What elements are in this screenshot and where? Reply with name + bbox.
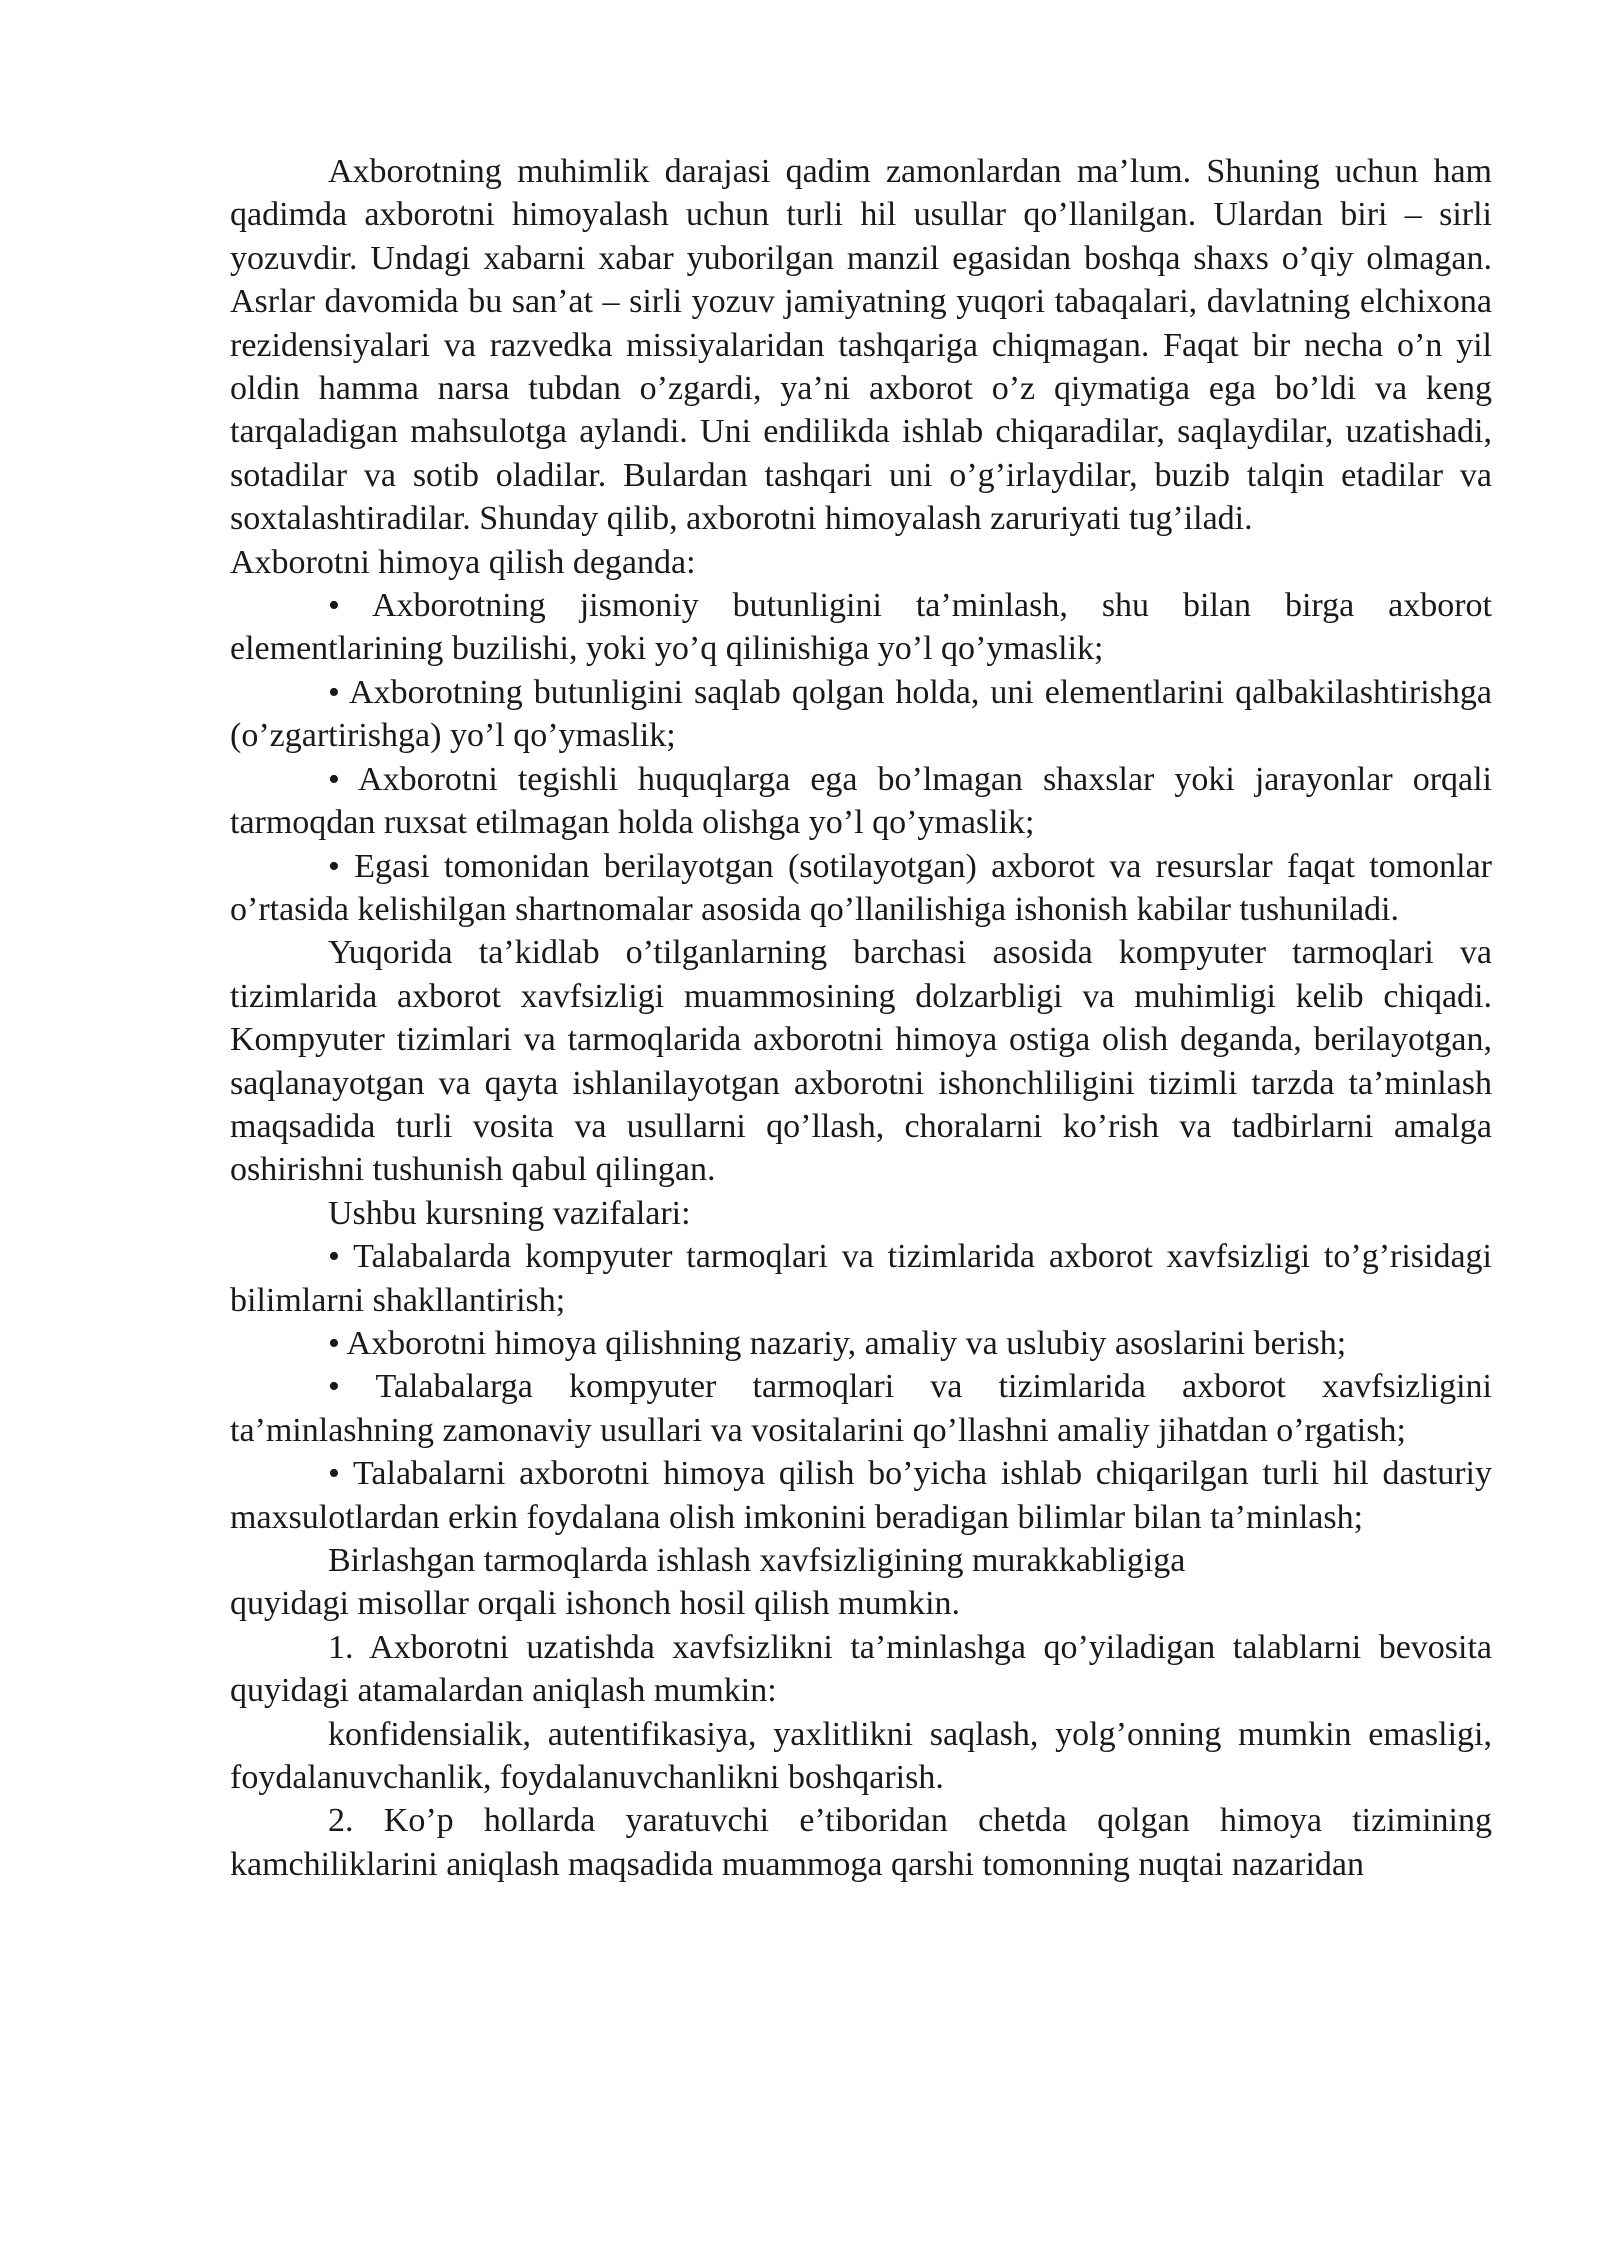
paragraph-intro: Axborotning muhimlik darajasi qadim zamonlardan ma’lum. Shuning uchun ham qadimda axborotni himoyalash uchun turli hil usullar qo’llanilgan. Ulardan biri – sirli yozuvdir. Undagi xabarni xabar yuborilgan manzil egasidan boshqa shaxs o’qiy olmagan. Asrlar davomida bu san’at – sirli yozuv jamiyatning yuqori tabaqalari, davlatning elchixona rezidensiyalari va razvedka missiyalaridan tashqariga chiqmagan. Faqat bir necha o’n yil oldin hamma narsa tubdan o’zgardi, ya’ni axborot o’z qiymatiga ega bo’ldi va keng tarqaladigan mahsulotga aylandi. Uni endilikda ishlab chiqaradilar, saqlaydilar, uzatishadi, sotadilar va sotib oladilar. Bulardan tashqari uni o’g’irlaydilar, buzib talqin etadilar va soxtalashtiradilar. Shunday qilib, axborotni himoyalash zaruriyati tug’iladi. <box>230 153 1492 538</box>
paragraph-terms: konfidensialik, autentifikasiya, yaxlitlikni saqlash, yolg’onning mumkin emasligi, foydalanuvchanlik, foydalanuvchanlikni boshqarish. <box>230 1715 1492 1797</box>
paragraph-relevance: Yuqorida ta’kidlab o’tilganlarning barchasi asosida kompyuter tarmoqlari va tizimlarida axborot xavfsizligi muammosining dolzarbligi va muhimligi kelib chiqadi. Kompyuter tizimlari va tarmoqlarida axborotni himoya ostiga olish deganda, berilayotgan, saqlanayotgan va qayta ishlanilayotgan axborotni ishonchliligini tizimli tarzda ta’minlash maqsadida turli vosita va usullarni qo’llash, choralarni ko’rish va tadbirlarni amalga oshirishni tushunish qabul qilingan. <box>230 934 1492 1189</box>
list-item-task-software-tools: • Talabalarni axborotni himoya qilish bo’yicha ishlab chiqarilgan turli hil dasturiy maxsulotlardan erkin foydalana olish imkonini beradigan bilimlar bilan ta’minlash; <box>230 1455 1492 1536</box>
list-item-task-foundations: • Axborotni himoya qilishning nazariy, amaliy va uslubiy asoslarini berish; <box>328 1324 1347 1362</box>
paragraph-complexity-continued: quyidagi misollar orqali ishonch hosil qilish mumkin. <box>230 1585 961 1623</box>
paragraph-protection-heading: Axborotni himoya qilish deganda: <box>230 543 696 581</box>
numbered-item-1: 1. Axborotni uzatishda xavfsizlikni ta’minlashga qo’yiladigan talablarni bevosita quyidagi atamalardan aniqlash mumkin: <box>230 1628 1492 1710</box>
paragraph-complexity: Birlashgan tarmoqlarda ishlash xavfsizligining murakkabligiga <box>328 1542 1186 1579</box>
document-page <box>230 150 1492 1886</box>
list-item-no-unauthorized-access: • Axborotni tegishli huquqlarga ega bo’lmagan shaxslar yoki jarayonlar orqali tarmoqdan ruxsat etilmagan holda olishga yo’l qo’ymaslik; <box>230 760 1492 842</box>
list-item-task-knowledge: • Talabalarda kompyuter tarmoqlari va tizimlarida axborot xavfsizligi to’g’risidagi bilimlarni shakllantirish; <box>230 1238 1492 1319</box>
paragraph-course-tasks-heading: Ushbu kursning vazifalari: <box>328 1194 691 1232</box>
list-item-contract-usage: • Egasi tomonidan berilayotgan (sotilayotgan) axborot va resurslar faqat tomonlar o’rtasida kelishilgan shartnomalar asosida qo’llanilishiga ishonish kabilar tushuniladi. <box>230 847 1492 928</box>
list-item-no-falsification: • Axborotning butunligini saqlab qolgan holda, uni elementlarini qalbakilashtirishga (o’zgartirishga) yo’l qo’ymaslik; <box>230 673 1492 755</box>
list-item-task-modern-methods: • Talabalarga kompyuter tarmoqlari va tizimlarida axborot xavfsizligini ta’minlashning zamonaviy usullari va vositalarini qo’llashni amaliy jihatdan o’rgatish; <box>230 1368 1492 1449</box>
list-item-physical-integrity: • Axborotning jismoniy butunligini ta’minlash, shu bilan birga axborot elementlarining buzilishi, yoki yo’q qilinishiga yo’l qo’ymaslik; <box>230 587 1492 668</box>
numbered-item-2: 2. Ko’p hollarda yaratuvchi e’tiboridan chetda qolgan himoya tizimining kamchiliklarini aniqlash maqsadida muammoga qarshi tomonning nuqtai nazaridan <box>230 1802 1492 1883</box>
